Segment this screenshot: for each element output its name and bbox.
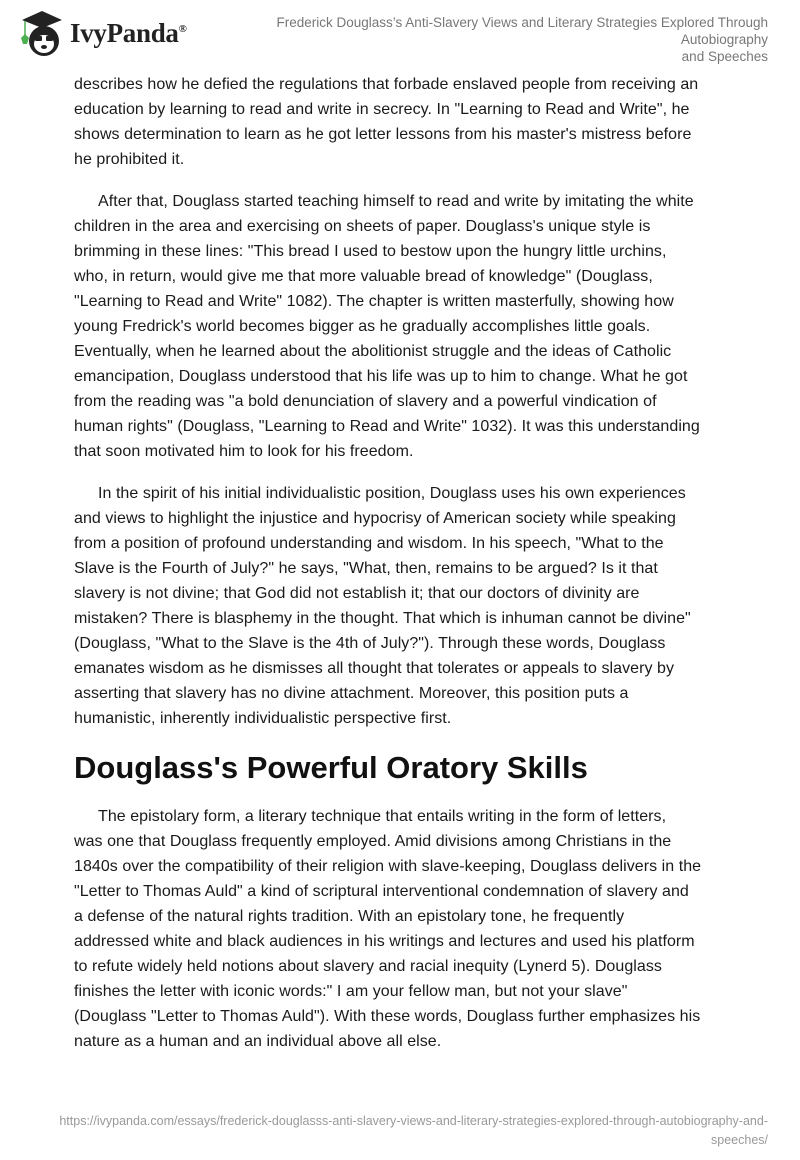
body-paragraph xyxy=(74,189,754,464)
paragraph-line: from the reading was "a bold denunciation of slavery and a powerful vindication of xyxy=(74,393,657,410)
paragraph-line: finishes the letter with iconic words:" I am your fellow man, but not your slave" xyxy=(74,983,628,1000)
paragraph-line: education by learning to read and write in secrecy. In "Learning to Read and Write", he xyxy=(74,101,690,118)
panda-graduate-icon xyxy=(18,8,64,58)
body-paragraph xyxy=(74,804,754,1054)
paragraph-line: nature as a human and an individual above all else. xyxy=(74,1033,442,1050)
paragraph-line: In the spirit of his initial individualistic position, Douglass uses his own experiences xyxy=(98,485,686,502)
paragraph-line: from a position of profound understanding and wisdom. In his speech, "What to the xyxy=(74,535,664,552)
paragraph-line: and views to highlight the injustice and hypocrisy of American society while speaking xyxy=(74,510,676,527)
paragraph-line: young Fredrick's world becomes bigger as he gradually accomplishes little goals. xyxy=(74,318,651,335)
page-url-footer xyxy=(28,1112,768,1150)
paragraph-line: was one that Douglass frequently employed. Amid divisions among Christians in the xyxy=(74,833,672,850)
paragraph-line: children in the area and exercising on sheets of paper. Douglass's unique style is xyxy=(74,218,651,235)
paragraph-line: that soon motivated him to look for his freedom. xyxy=(74,443,414,460)
paragraph-line: emanates wisdom as he dismisses all thought that tolerates or appeals to slavery by xyxy=(74,660,675,677)
paragraph-line: Eventually, when he learned about the abolitionist struggle and the ideas of Catholic xyxy=(74,343,672,360)
ivypanda-logo[interactable] xyxy=(18,8,187,58)
paragraph-line: emancipation, Douglass understood that his life was up to him to change. What he got xyxy=(74,368,688,385)
logo-text: IvyPanda xyxy=(70,17,179,48)
section-heading: Douglass's Powerful Oratory Skills xyxy=(74,750,588,785)
paragraph-line: a defense of the natural rights tradition. With an epistolary tone, he frequently xyxy=(74,908,625,925)
registered-mark: ® xyxy=(178,22,187,35)
paragraph-line: mistaken? There is blasphemy in the thought. That which is inhuman cannot be divine" xyxy=(74,610,691,627)
paragraph-line: slavery is not divine; that God did not establish it; that our doctors of divinity are xyxy=(74,585,640,602)
document-title xyxy=(208,14,768,65)
paragraph-line: who, in return, would give me that more valuable bread of knowledge" (Douglass, xyxy=(74,268,653,285)
body-paragraph xyxy=(74,72,754,172)
paragraph-line: he prohibited it. xyxy=(74,151,185,168)
paragraph-line: After that, Douglass started teaching himself to read and write by imitating the white xyxy=(98,193,694,210)
paragraph-line: "Learning to Read and Write" 1082). The chapter is written masterfully, showing how xyxy=(74,293,674,310)
paragraph-line: shows determination to learn as he got letter lessons from his master's mistress before xyxy=(74,126,692,143)
paragraph-line: to refute widely held notions about slavery and racial inequity (Lynerd 5). Douglass xyxy=(74,958,662,975)
paragraph-line: human rights" (Douglass, "Learning to Read and Write" 1032). It was this understanding xyxy=(74,418,700,435)
title-line: Frederick Douglass’s Anti-Slavery Views and Literary Strategies Explored Through Autobiography xyxy=(276,15,768,47)
paragraph-line: asserting that slavery has no divine attachment. Moreover, this position puts a xyxy=(74,685,629,702)
paragraphs-before-heading xyxy=(74,72,754,731)
paragraph-line: "Letter to Thomas Auld" a kind of scriptural interventional condemnation of slavery and xyxy=(74,883,689,900)
paragraph-line: (Douglass, "What to the Slave is the 4th of July?"). Through these words, Douglass xyxy=(74,635,666,652)
url-line[interactable]: speeches/ xyxy=(711,1133,768,1147)
paragraph-line: The epistolary form, a literary technique that entails writing in the form of letters, xyxy=(98,808,667,825)
paragraph-line: addressed white and black audiences in his writings and lectures and used his platform xyxy=(74,933,695,950)
paragraph-line: humanistic, inherently individualistic perspective first. xyxy=(74,710,452,727)
body-paragraph xyxy=(74,481,754,731)
paragraph-line: Slave is the Fourth of July?" he says, "What, then, remains to be argued? Is it that xyxy=(74,560,658,577)
paragraph-line: brimming in these lines: "This bread I used to bestow upon the hungry little urchins, xyxy=(74,243,667,260)
paragraphs-after-heading xyxy=(74,804,754,1054)
paragraph-line: (Douglass "Letter to Thomas Auld"). With these words, Douglass further emphasizes his xyxy=(74,1008,701,1025)
url-line[interactable]: https://ivypanda.com/essays/frederick-douglasss-anti-slavery-views-and-literary-strategies-explored-through-autobiography-and- xyxy=(59,1114,768,1128)
paragraph-line: describes how he defied the regulations that forbade enslaved people from receiving an xyxy=(74,76,699,93)
essay-content xyxy=(74,72,754,1071)
paragraph-line: 1840s over the compatibility of their religion with slave-keeping, Douglass delivers in the xyxy=(74,858,702,875)
title-line: and Speeches xyxy=(681,49,768,64)
